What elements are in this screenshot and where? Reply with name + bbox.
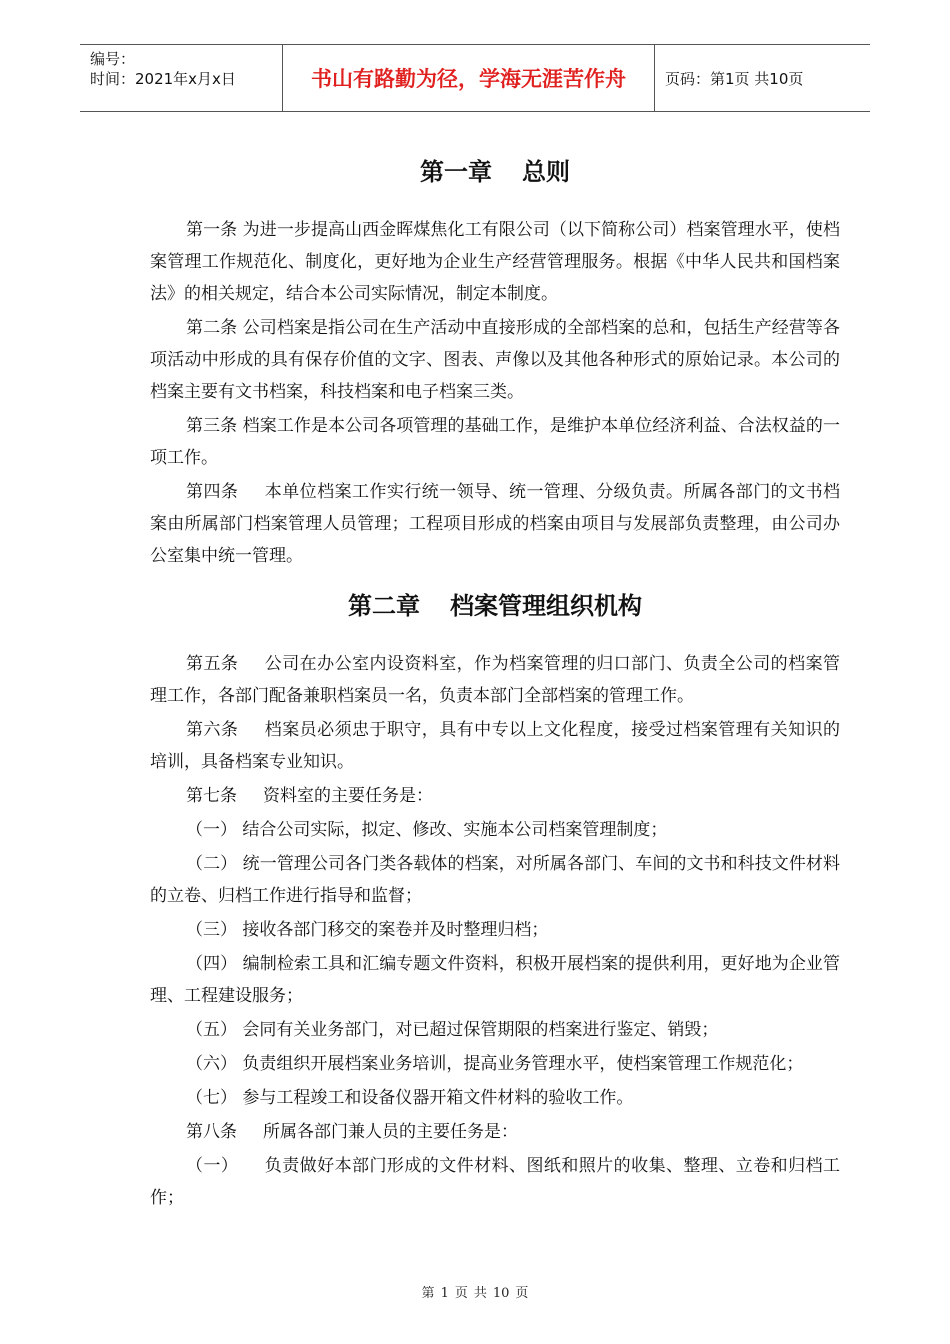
article-8-item-1 (150, 1150, 840, 1214)
article-4 (150, 476, 840, 572)
article-5 (150, 648, 840, 712)
article-2: 第二条 公司档案是指公司在生产活动中直接形成的全部档案的总和，包括生产经营等各项活动中形成的具有保存价值的文字、图表、声像以及其他各种形式的原始记录。本公司的档案主要有文书档案，科技档案和电子档案三类。 (150, 318, 840, 402)
chapter-2-number: 第二章 (348, 592, 420, 620)
article-6-number: 第六条 (186, 720, 239, 740)
header-meta (80, 45, 283, 111)
footer-di: 第 (421, 1286, 435, 1301)
article-8-number: 第八条 (186, 1122, 237, 1142)
article-7-number: 第七条 (186, 786, 237, 806)
footer-ye-2: 页 (515, 1286, 529, 1301)
page-header (80, 44, 870, 112)
chapter-1-number: 第一章 (420, 158, 492, 186)
article-6 (150, 714, 840, 778)
article-5-number: 第五条 (186, 654, 239, 674)
article-8-text: 所属各部门兼人员的主要任务是： (263, 1122, 518, 1142)
chapter-2-title: 档案管理组织机构 (450, 592, 642, 620)
article-1: 第一条 为进一步提高山西金晖煤焦化工有限公司（以下简称公司）档案管理水平，使档案管理工作规范化、制度化，更好地为企业生产经营管理服务。根据《中华人民共和国档案法》的相关规定，结合本公司实际情况，制定本制度。 (150, 220, 840, 304)
article-8-item-1-text: 负责做好本部门形成的文件材料、图纸和照片的收集、整理、立卷和归档工作； (150, 1156, 841, 1208)
document-number-label: 编号： (90, 50, 136, 68)
article-8 (150, 1116, 840, 1148)
article-7-item-3: （三） 接收各部门移交的案卷并及时整理归档； (186, 920, 549, 940)
footer-gong: 共 (473, 1286, 487, 1301)
header-page-info: 页码：第1页 共10页 (665, 70, 804, 88)
article-4-text: 本单位档案工作实行统一领导、统一管理、分级负责。所属各部门的文书档案由所属部门档案管理人员管理；工程项目形成的档案由项目与发展部负责整理，由公司办公室集中统一管理。 (150, 482, 841, 566)
article-5-text: 公司在办公室内设资料室，作为档案管理的归口部门、负责全公司的档案管理工作，各部门配备兼职档案员一名，负责本部门全部档案的管理工作。 (150, 654, 841, 706)
chapter-2-heading (150, 584, 840, 628)
document-body (150, 150, 840, 1216)
article-7-item-7: （七） 参与工程竣工和设备仪器开箱文件材料的验收工作。 (186, 1088, 634, 1108)
article-7-item-2: （二） 统一管理公司各门类各载体的档案，对所属各部门、车间的文书和科技文件材料的立卷、归档工作进行指导和监督； (150, 854, 840, 906)
header-motto-cell (283, 45, 655, 111)
chapter-1-title: 总则 (522, 158, 570, 186)
article-7-item-4: （四） 编制检索工具和汇编专题文件资料，积极开展档案的提供利用，更好地为企业管理、工程建设服务； (150, 954, 840, 1006)
footer-total-pages: 10 (492, 1286, 510, 1301)
article-3: 第三条 档案工作是本公司各项管理的基础工作，是维护本单位经济利益、合法权益的一项工作。 (150, 416, 840, 468)
document-time-label: 时间：2021年x月x日 (90, 70, 236, 88)
article-7 (150, 780, 840, 812)
article-8-item-1-number: （一） (186, 1156, 239, 1176)
chapter-1-heading (150, 150, 840, 194)
article-7-text: 资料室的主要任务是： (263, 786, 433, 806)
article-4-number: 第四条 (186, 482, 239, 502)
footer-ye: 页 (454, 1286, 468, 1301)
page-footer (0, 1282, 950, 1301)
article-6-text: 档案员必须忠于职守，具有中专以上文化程度，接受过档案管理有关知识的培训，具备档案专业知识。 (150, 720, 841, 772)
footer-page-number: 1 (440, 1286, 449, 1301)
article-7-item-1: （一） 结合公司实际，拟定、修改、实施本公司档案管理制度； (186, 820, 668, 840)
article-7-item-5: （五） 会同有关业务部门，对已超过保管期限的档案进行鉴定、销毁； (186, 1020, 719, 1040)
article-7-item-6: （六） 负责组织开展档案业务培训，提高业务管理水平，使档案管理工作规范化； (186, 1054, 804, 1074)
header-motto: 书山有路勤为径，学海无涯苦作舟 (311, 67, 626, 91)
